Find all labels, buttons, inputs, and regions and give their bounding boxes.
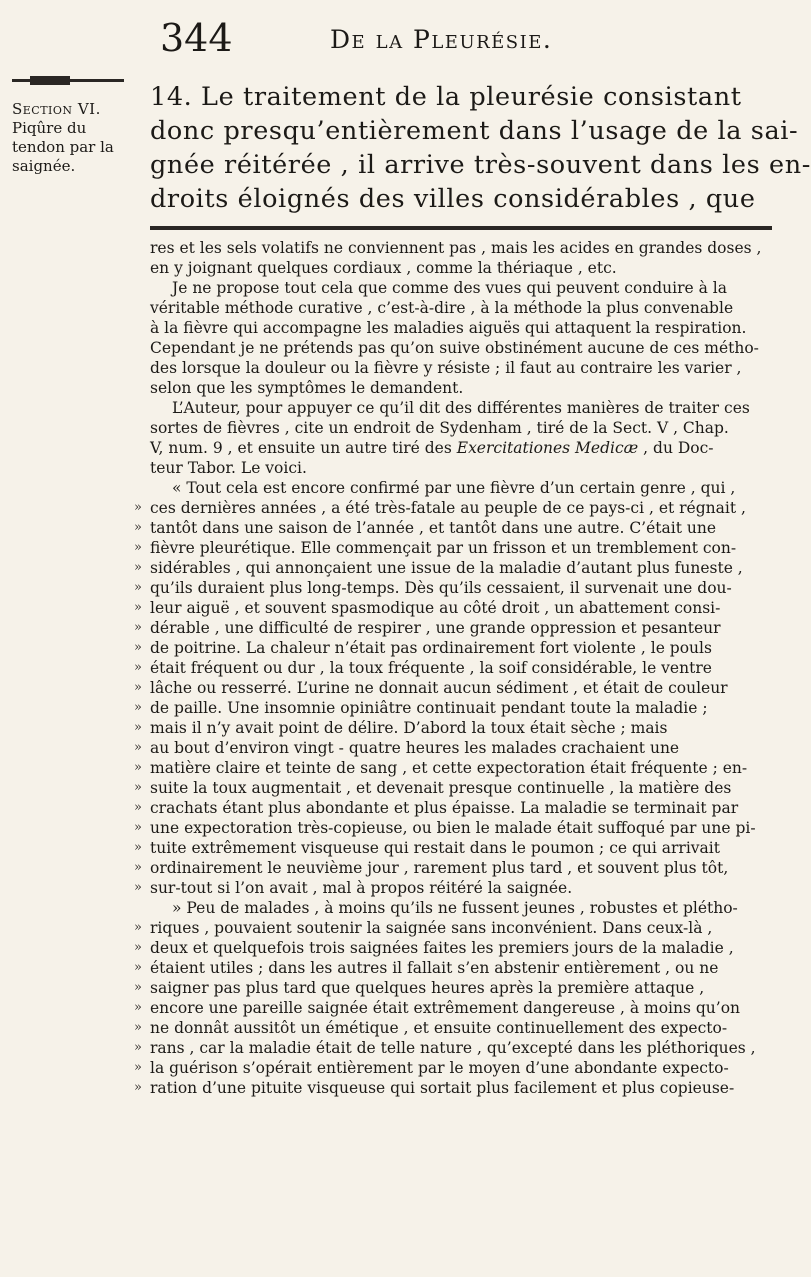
quote-line [134, 638, 775, 658]
lead-line: donc presqu’entièrement dans l’usage de la sai- [150, 116, 799, 146]
quote-text: deux et quelquefois trois saignées faites les premiers jours de la maladie , [150, 939, 734, 957]
quote-text: saigner pas plus tard que quelques heures après la première attaque , [150, 979, 705, 997]
quote-line [134, 918, 775, 938]
text-line: Cependant je ne prétends pas qu’on suive obstinément aucune de ces métho- [150, 339, 759, 357]
quote-line [134, 738, 775, 758]
quote-line [134, 758, 775, 778]
quotation-part-1 [134, 498, 775, 898]
margin-ornament [12, 76, 124, 86]
footnote-separator [150, 226, 772, 230]
quote-text: riques , pouvaient soutenir la saignée sans inconvénient. Dans ceux-là , [150, 919, 713, 937]
quote-line [134, 778, 775, 798]
quote-margin-mark: » [134, 1000, 142, 1015]
quote-line [134, 958, 775, 978]
quote-margin-mark: » [134, 980, 142, 995]
text-line: res et les sels volatifs ne conviennent pas , mais les acides en grandes doses , [150, 239, 762, 257]
text-line: en y joignant quelques cordiaux , comme la thériaque , etc. [150, 259, 617, 277]
quote-text: fièvre pleurétique. Elle commençait par un frisson et un tremblement con- [150, 539, 737, 557]
quote-text: ne donnât aussitôt un émétique , et ensuite continuellement des expecto- [150, 1019, 728, 1037]
quotation-part-2 [134, 918, 775, 1098]
quote-text: tantôt dans une saison de l’année , et tantôt dans une autre. C’était une [150, 519, 717, 537]
quote-margin-mark: » [134, 600, 142, 615]
text-line [150, 438, 775, 458]
text-fragment: V, num. 9 , et ensuite un autre tiré des [150, 439, 452, 457]
quote-line [134, 538, 775, 558]
quote-margin-mark: » [134, 1040, 142, 1055]
footnote-block [134, 238, 775, 1098]
text-line: teur Tabor. Le voici. [150, 459, 307, 477]
text-line: des lorsque la douleur ou la fièvre y résiste ; il faut au contraire les varier , [150, 359, 742, 377]
quote-line [134, 1078, 775, 1098]
quote-margin-mark: » [134, 500, 142, 515]
quote-line [134, 978, 775, 998]
quote-text: sidérables , qui annonçaient une issue de la maladie d’autant plus funeste , [150, 559, 743, 577]
quote-text: ration d’une pituite visqueuse qui sortait plus facilement et plus copieuse- [150, 1079, 735, 1097]
quote-text: rans , car la maladie était de telle nature , qu’excepté dans les pléthoriques , [150, 1039, 756, 1057]
quote-margin-mark: » [134, 820, 142, 835]
quote-text: étaient utiles ; dans les autres il fallait s’en abstenir entièrement , ou ne [150, 959, 719, 977]
quote-margin-mark: » [134, 780, 142, 795]
quote-line [134, 518, 775, 538]
quote-text: ordinairement le neuvième jour , rarement plus tard , et souvent plus tôt, [150, 859, 729, 877]
quote-margin-mark: » [134, 560, 142, 575]
text-line: L’Auteur, pour appuyer ce qu’il dit des différentes manières de traiter ces [172, 399, 750, 417]
quote-line [134, 938, 775, 958]
quote-text: crachats étant plus abondante et plus épaisse. La maladie se terminait par [150, 799, 739, 817]
quote-text: la guérison s’opérait entièrement par le moyen d’une abondante expecto- [150, 1059, 729, 1077]
margin-note-line: Piqûre du [12, 119, 87, 137]
quote-text: au bout d’environ vingt - quatre heures les malades crachaient une [150, 739, 680, 757]
running-title: De la Pleurésie. [330, 25, 553, 54]
quote-margin-mark: » [134, 520, 142, 535]
quote-text: suite la toux augmentait , et devenait presque continuelle , la matière des [150, 779, 732, 797]
text-line: à la fièvre qui accompagne les maladies aiguës qui attaquent la respiration. [150, 319, 747, 337]
text-fragment: , du Doc- [643, 439, 714, 457]
quote-margin-mark: » [134, 960, 142, 975]
quote-margin-mark: » [134, 800, 142, 815]
quote-line [134, 678, 775, 698]
quote-margin-mark: » [134, 740, 142, 755]
quote-margin-mark: » [134, 1020, 142, 1035]
quote-line [134, 798, 775, 818]
margin-note-section: Section VI. [12, 100, 101, 118]
quote-line: « Tout cela est encore confirmé par une fièvre d’un certain genre , qui , [172, 479, 736, 497]
quote-line [134, 578, 775, 598]
lead-paragraph [150, 80, 811, 216]
quote-margin-mark: » [134, 640, 142, 655]
quote-text: qu’ils duraient plus long-temps. Dès qu’ils cessaient, il survenait une dou- [150, 579, 732, 597]
quote-line [134, 838, 775, 858]
quote-text: était fréquent ou dur , la toux fréquente , la soif considérable, le ventre [150, 659, 712, 677]
quote-margin-mark: » [134, 580, 142, 595]
quote-margin-mark: » [134, 700, 142, 715]
margin-note [12, 100, 142, 176]
lead-line: 14. Le traitement de la pleurésie consistant [150, 82, 742, 112]
quote-line [134, 878, 775, 898]
quote-text: ces dernières années , a été très-fatale au peuple de ce pays-ci , et régnait , [150, 499, 746, 517]
quote-margin-mark: » [134, 540, 142, 555]
quote-text: tuite extrêmement visqueuse qui restait dans le poumon ; ce qui arrivait [150, 839, 720, 857]
quote-margin-mark: » [134, 660, 142, 675]
quote-line [134, 858, 775, 878]
quote-line [134, 618, 775, 638]
quote-line [134, 558, 775, 578]
quote-margin-mark: » [134, 940, 142, 955]
quote-margin-mark: » [134, 920, 142, 935]
page-number: 344 [160, 16, 233, 60]
quote-line: » Peu de malades , à moins qu’ils ne fussent jeunes , robustes et plétho- [172, 899, 738, 917]
quote-line [134, 818, 775, 838]
margin-note-line: tendon par la [12, 138, 114, 156]
quote-line [134, 718, 775, 738]
quote-line [134, 598, 775, 618]
quote-line [134, 1018, 775, 1038]
quote-margin-mark: » [134, 760, 142, 775]
quote-text: une expectoration très-copieuse, ou bien le malade était suffoqué par une pi- [150, 819, 756, 837]
lead-line: droits éloignés des villes considérables , que [150, 184, 756, 214]
quote-text: leur aiguë , et souvent spasmodique au côté droit , un abattement consi- [150, 599, 721, 617]
quote-margin-mark: » [134, 880, 142, 895]
quote-margin-mark: » [134, 720, 142, 735]
quote-text: dérable , une difficulté de respirer , une grande oppression et pesanteur [150, 619, 721, 637]
margin-note-line: saignée. [12, 157, 76, 175]
quote-text: mais il n’y avait point de délire. D’abord la toux était sèche ; mais [150, 719, 668, 737]
quote-line [134, 998, 775, 1018]
quote-text: sur-tout si l’on avait , mal à propos réitéré la saignée. [150, 879, 573, 897]
quote-text: lâche ou resserré. L’urine ne donnait aucun sédiment , et était de couleur [150, 679, 728, 697]
page-header [0, 14, 800, 62]
quote-margin-mark: » [134, 620, 142, 635]
quote-line [134, 1058, 775, 1078]
quote-text: de paille. Une insomnie opiniâtre continuait pendant toute la maladie ; [150, 699, 708, 717]
quote-line [134, 498, 775, 518]
quote-text: matière claire et teinte de sang , et cette expectoration était fréquente ; en- [150, 759, 748, 777]
text-line: Je ne propose tout cela que comme des vues qui peuvent conduire à la [172, 279, 727, 297]
quote-margin-mark: » [134, 1060, 142, 1075]
quote-margin-mark: » [134, 860, 142, 875]
quote-line [134, 1038, 775, 1058]
book-title: Exercitationes Medicæ [456, 439, 639, 457]
text-line: véritable méthode curative , c’est-à-dire , à la méthode la plus convenable [150, 299, 734, 317]
quote-line [134, 658, 775, 678]
text-line: sortes de fièvres , cite un endroit de Sydenham , tiré de la Sect. V , Chap. [150, 419, 729, 437]
quote-text: encore une pareille saignée était extrêmement dangereuse , à moins qu’on [150, 999, 741, 1017]
quote-margin-mark: » [134, 1080, 142, 1095]
text-line: selon que les symptômes le demandent. [150, 379, 464, 397]
quote-margin-mark: » [134, 840, 142, 855]
lead-line: gnée réitérée , il arrive très-souvent dans les en- [150, 150, 811, 180]
quote-margin-mark: » [134, 680, 142, 695]
quote-text: de poitrine. La chaleur n’était pas ordinairement fort violente , le pouls [150, 639, 712, 657]
quote-line [134, 698, 775, 718]
